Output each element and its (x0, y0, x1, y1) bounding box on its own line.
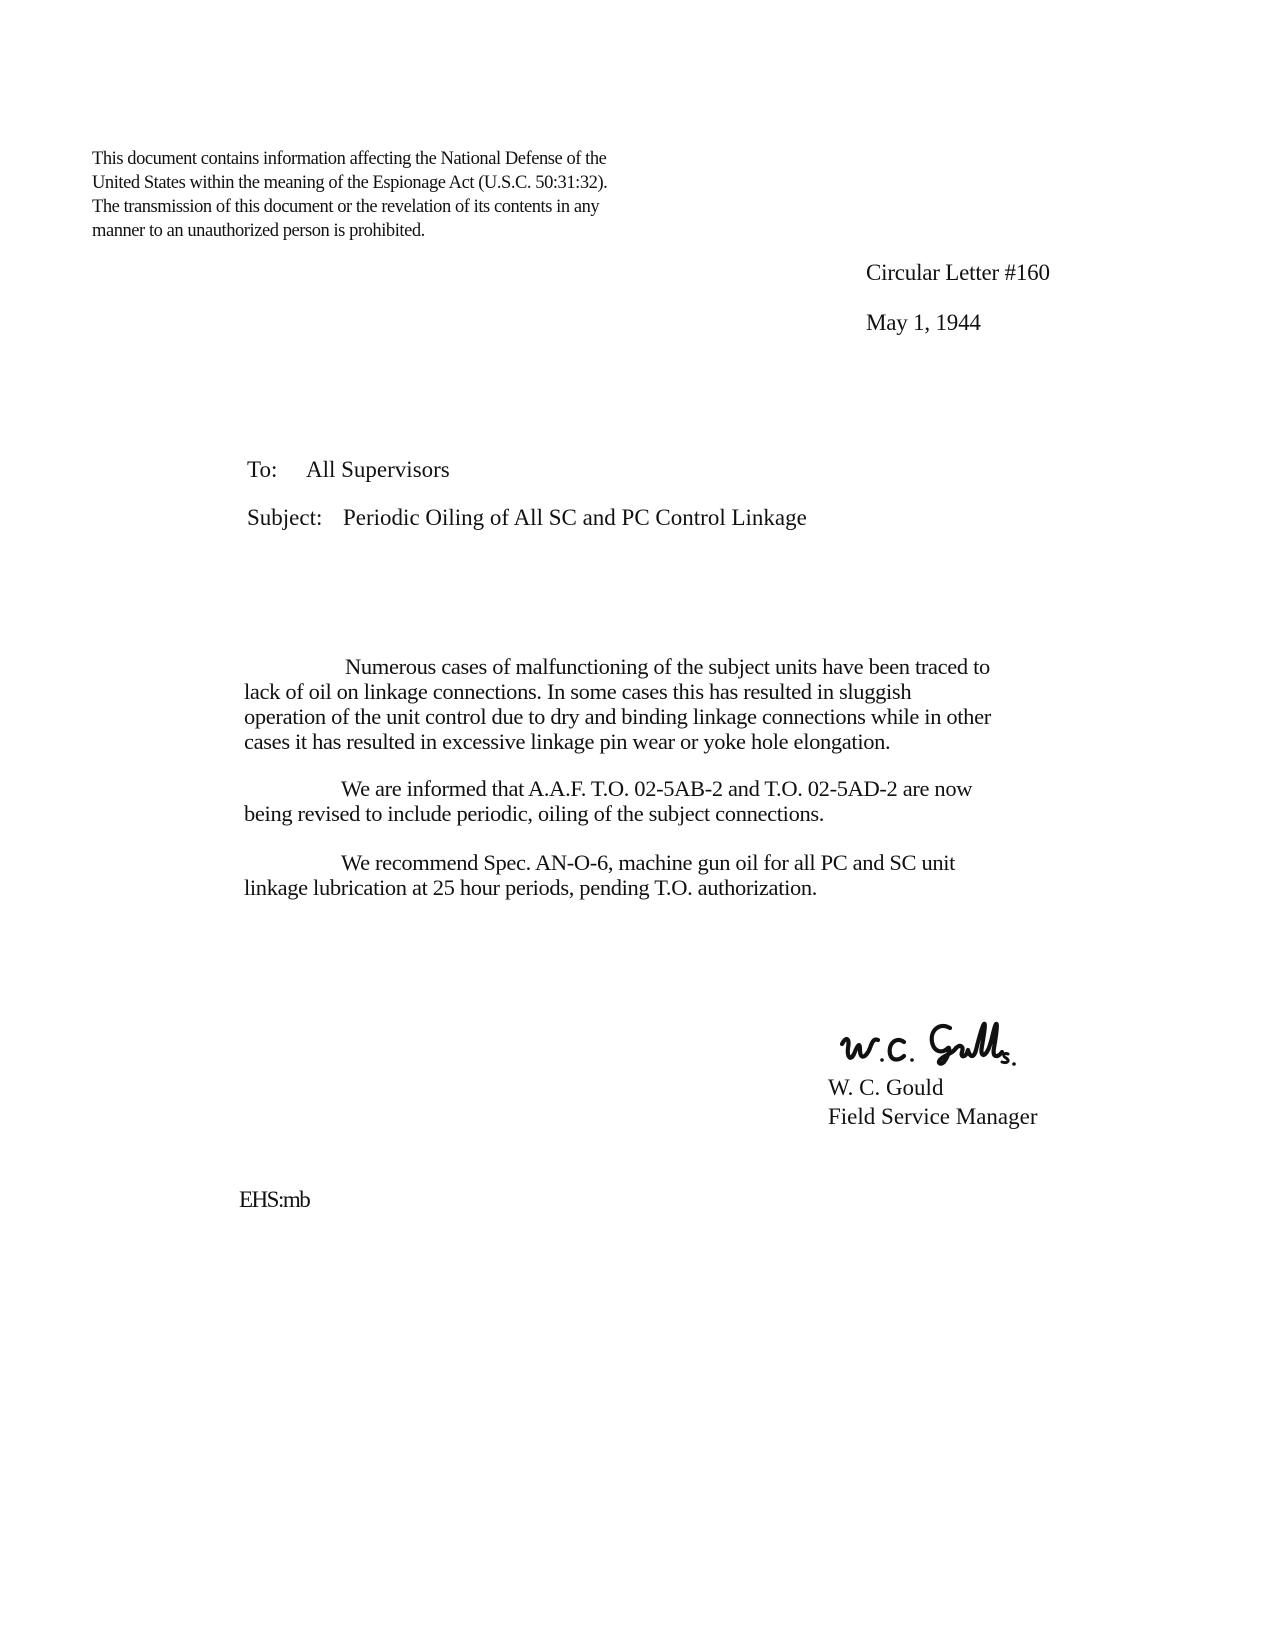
letter-number: Circular Letter #160 (866, 260, 1050, 285)
paragraph-line: operation of the unit control due to dry and binding linkage connections while in other (244, 704, 991, 729)
paragraph-line: We recommend Spec. AN-O-6, machine gun oil for all PC and SC unit (341, 850, 956, 875)
paragraph-line: lack of oil on linkage connections. In some cases this has resulted in sluggish (244, 679, 912, 704)
paragraph-line: being revised to include periodic, oiling of the subject connections. (244, 801, 825, 826)
notice-line: The transmission of this document or the revelation of its contents in any (92, 197, 600, 217)
subject-line (247, 505, 807, 531)
paragraph-line: Numerous cases of malfunctioning of the subject units have been traced to (345, 654, 990, 679)
signer-name: W. C. Gould (828, 1075, 944, 1100)
typist-initials: EHS:mb (239, 1187, 310, 1212)
notice-line: United States within the meaning of the Espionage Act (U.S.C. 50:31:32). (92, 173, 608, 193)
body-paragraph-1 (244, 654, 1064, 754)
to-value: All Supervisors (306, 457, 450, 482)
handwritten-signature (838, 1018, 1058, 1078)
security-notice (92, 147, 692, 243)
notice-line: This document contains information affecting the National Defense of the (92, 149, 607, 169)
paragraph-line: cases it has resulted in excessive linkage pin wear or yoke hole elongation. (244, 729, 891, 754)
to-label: To: (247, 457, 278, 482)
letter-date: May 1, 1944 (866, 310, 981, 335)
signer-title: Field Service Manager (828, 1104, 1038, 1129)
body-paragraph-3 (244, 850, 1064, 900)
subject-label: Subject: (247, 505, 323, 530)
subject-value: Periodic Oiling of All SC and PC Control Linkage (343, 505, 807, 530)
body-paragraph-2 (244, 776, 1064, 826)
notice-line: manner to an unauthorized person is prohibited. (92, 221, 425, 241)
paragraph-line: We are informed that A.A.F. T.O. 02-5AB-2 and T.O. 02-5AD-2 are now (341, 776, 973, 801)
to-line (247, 457, 450, 483)
paragraph-line: linkage lubrication at 25 hour periods, pending T.O. authorization. (244, 875, 818, 900)
